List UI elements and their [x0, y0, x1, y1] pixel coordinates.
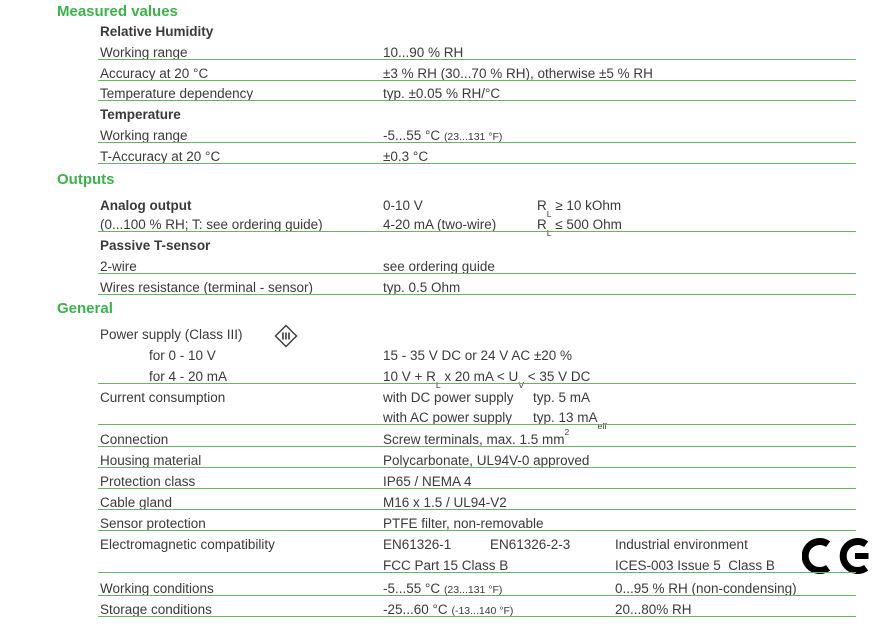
spec-value-typical: typ. 5 mA: [533, 390, 591, 405]
spec-value: ±3 % RH (30...70 % RH), otherwise ±5 % RH: [383, 66, 653, 81]
spec-value: -5...55 °C (23...131 °F): [383, 581, 503, 596]
spec-value: with DC power supply: [383, 390, 514, 405]
spec-value: 15 - 35 V DC or 24 V AC ±20 %: [383, 348, 572, 363]
table-row: [0, 495, 880, 513]
spec-value: 4-20 mA (two-wire): [383, 217, 497, 232]
spec-value: 0-10 V: [383, 198, 423, 213]
table-row: [0, 259, 880, 277]
row-underline: [98, 163, 856, 164]
table-row: [0, 410, 880, 431]
row-underline: [98, 231, 856, 232]
spec-value: with AC power supply: [383, 410, 513, 425]
table-row: [0, 516, 880, 534]
subsection-title: Relative Humidity: [100, 24, 214, 39]
spec-value: IP65 / NEMA 4: [383, 474, 472, 489]
spec-value-secondary-unit: (23...131 °F): [443, 131, 503, 143]
spec-value: 10...90 % RH: [383, 45, 464, 60]
spec-value-secondary-unit: (23...131 °F): [443, 584, 503, 596]
spec-value: 0...95 % RH (non-condensing): [615, 581, 797, 596]
table-row: [0, 426, 880, 450]
table-row: [0, 66, 880, 84]
table-row: [0, 369, 880, 390]
spec-value: FCC Part 15 Class B: [383, 558, 509, 573]
spec-value-typical: typ. 13 $mA_{eff}$: [533, 410, 607, 431]
spec-label: Working conditions: [100, 581, 214, 596]
spec-label: Connection: [100, 432, 169, 447]
row-underline: [98, 424, 856, 425]
spec-sublabel: for 0 - 10 V: [149, 348, 216, 363]
table-row: [0, 474, 880, 492]
spec-value: M16 x 1.5 / UL94-V2: [383, 495, 507, 510]
table-row: [0, 198, 880, 219]
row-underline: [98, 595, 856, 596]
spec-value: typ. 0.5 Ohm: [383, 280, 461, 295]
table-row: [0, 128, 880, 146]
spec-value: PTFE filter, non-removable: [383, 516, 544, 531]
spec-value-load: $R_L \le 500$ Ohm: [537, 217, 622, 238]
class-iii-icon: [274, 324, 298, 351]
spec-value: 20...80% RH: [615, 602, 692, 617]
table-row: [0, 327, 880, 345]
spec-label: Working range: [100, 45, 188, 60]
table-row: [0, 390, 880, 408]
row-underline: [98, 294, 856, 295]
table-row: [0, 217, 880, 238]
spec-value: typ. ±0.05 % RH/°C: [383, 86, 501, 101]
table-row: [0, 45, 880, 63]
row-underline: [98, 530, 856, 531]
table-row: [0, 86, 880, 104]
spec-label: Electromagnetic compatibility: [100, 537, 275, 552]
row-underline: [98, 142, 856, 143]
spec-value-load: $R_L \ge 10$ kOhm: [537, 198, 622, 219]
spec-value: Screw terminals, max. 1.5 $mm^2$: [383, 426, 570, 447]
spec-label: Cable gland: [100, 495, 173, 510]
table-row: [0, 558, 880, 576]
table-row: [0, 280, 880, 298]
spec-label: Wires resistance (terminal - sensor): [100, 280, 314, 295]
spec-value: EN61326-1: [383, 537, 452, 552]
subsection-title: Analog output: [100, 198, 192, 213]
row-underline: [98, 383, 856, 384]
spec-value: -25...60 °C (-13...140 °F): [383, 602, 514, 617]
spec-label: Sensor protection: [100, 516, 206, 531]
row-underline: [98, 616, 856, 617]
section-header-measured-values: Measured values: [57, 3, 178, 20]
table-row: [0, 453, 880, 471]
row-underline: [98, 572, 856, 573]
row-underline: [98, 467, 856, 468]
spec-label: Working range: [100, 128, 188, 143]
table-row: [0, 348, 880, 366]
spec-value: EN61326-2-3: [490, 537, 571, 552]
spec-label: Power supply (Class III): [100, 327, 243, 342]
spec-value: see ordering guide: [383, 259, 495, 274]
spec-label: Protection class: [100, 474, 196, 489]
spec-label: Storage conditions: [100, 602, 212, 617]
section-header-general: General: [57, 300, 113, 317]
spec-label: T-Accuracy at 20 °C: [100, 149, 221, 164]
spec-value: ICES-003 Issue 5 Class B: [615, 558, 775, 573]
table-row: [0, 602, 880, 620]
spec-label: Current consumption: [100, 390, 226, 405]
table-row: [0, 107, 880, 125]
row-underline: [98, 273, 856, 274]
row-underline: [98, 446, 856, 447]
subsection-title: Temperature: [100, 107, 181, 122]
row-underline: [98, 59, 856, 60]
row-underline: [98, 488, 856, 489]
subsection-title: Passive T-sensor: [100, 238, 211, 253]
spec-label: Temperature dependency: [100, 86, 254, 101]
table-row: [0, 238, 880, 256]
spec-label: 2-wire: [100, 259, 137, 274]
table-row: [0, 149, 880, 167]
row-underline: [98, 509, 856, 510]
spec-value: Industrial environment: [615, 537, 748, 552]
row-underline: [98, 100, 856, 101]
table-row: [0, 537, 880, 555]
section-header-outputs: Outputs: [57, 171, 115, 188]
table-row: [0, 581, 880, 599]
table-row: [0, 24, 880, 42]
spec-label: Accuracy at 20 °C: [100, 66, 209, 81]
spec-sublabel: for 4 - 20 mA: [149, 369, 228, 384]
spec-value: -5...55 °C (23...131 °F): [383, 128, 503, 143]
spec-value: Polycarbonate, UL94V-0 approved: [383, 453, 590, 468]
spec-value: ±0.3 °C: [383, 149, 429, 164]
row-underline: [98, 80, 856, 81]
spec-label: (0...100 % RH; T: see ordering guide): [100, 217, 323, 232]
spec-value-formula: 10 $V + R_L$ x 20 mA < $U_V < 35$ V DC: [383, 369, 591, 390]
spec-value-secondary-unit: (-13...140 °F): [451, 605, 514, 617]
spec-label: Housing material: [100, 453, 202, 468]
